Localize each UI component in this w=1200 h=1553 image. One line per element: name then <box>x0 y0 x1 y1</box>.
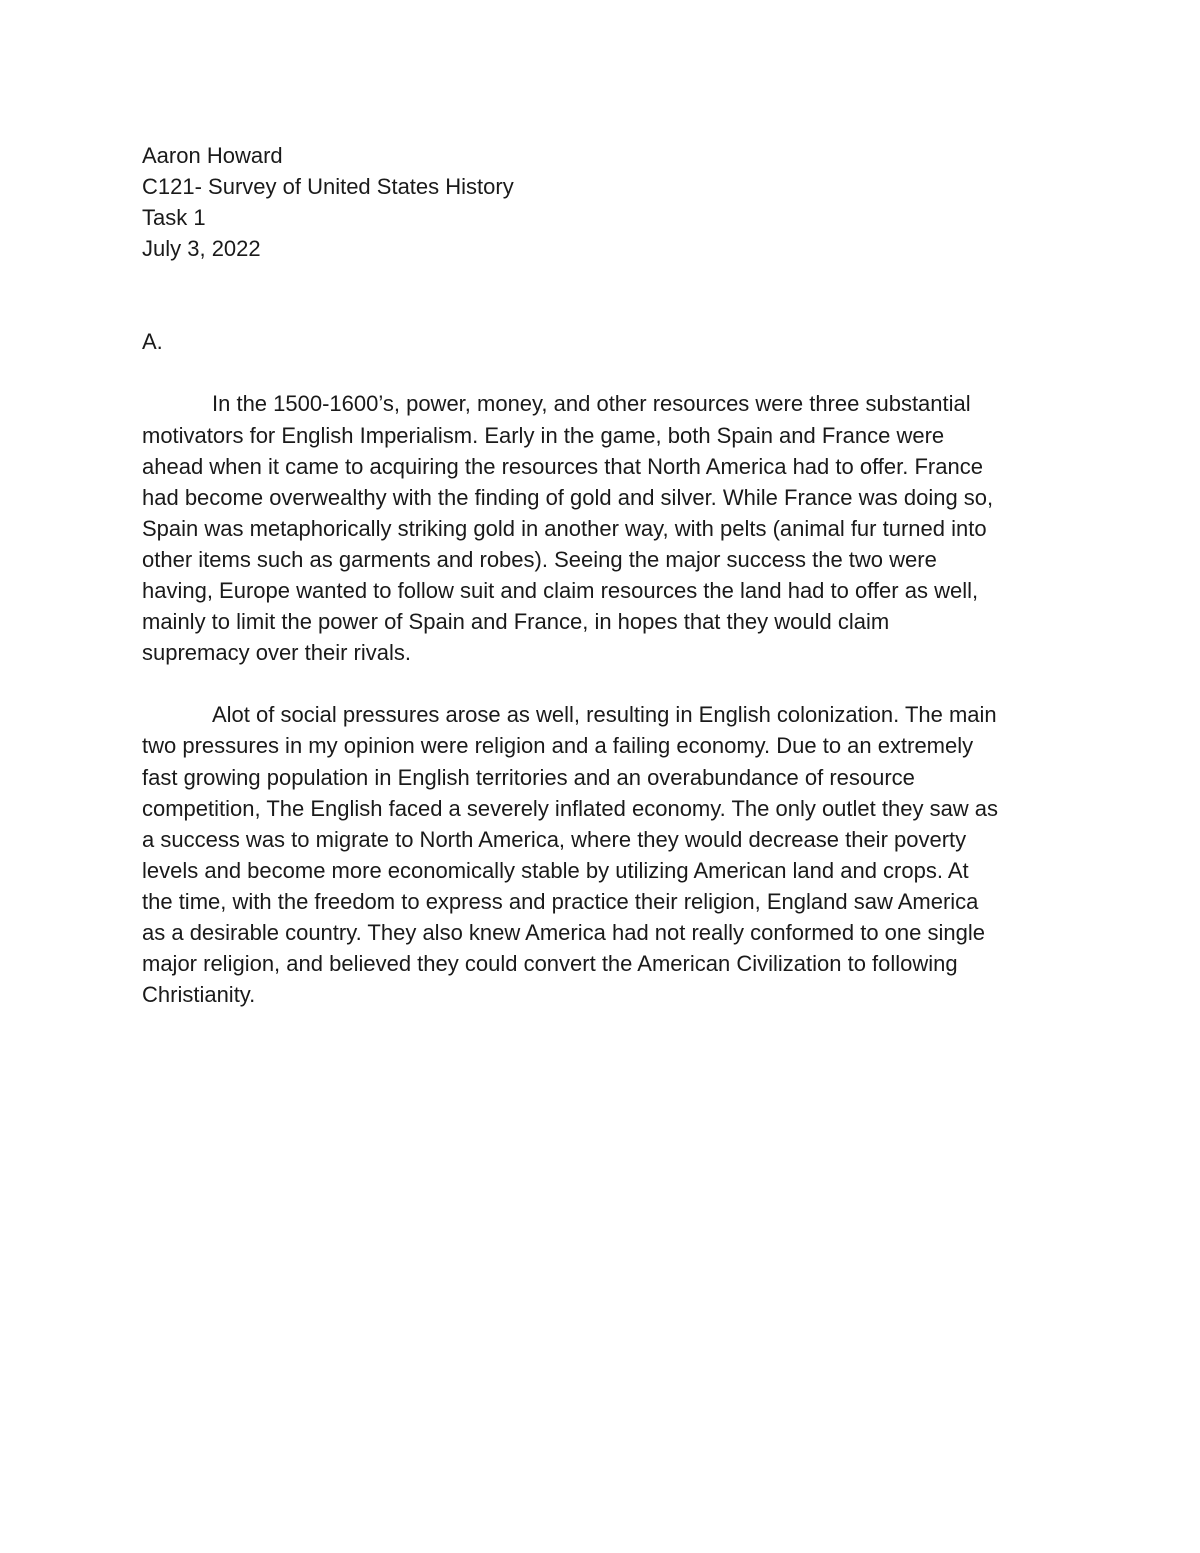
document-body <box>142 140 1067 1010</box>
course-title: C121- Survey of United States History <box>142 174 514 200</box>
paragraph-line: having, Europe wanted to follow suit and claim resources the land had to offer as well, <box>142 578 979 604</box>
paragraph-line: Christianity. <box>142 982 256 1008</box>
paragraph-line: levels and become more economically stable by utilizing American land and crops. At <box>142 857 969 883</box>
paragraph-line: ahead when it came to acquiring the resources that North America had to offer. France <box>142 453 983 479</box>
paragraph-line: major religion, and believed they could convert the American Civilization to following <box>142 951 958 977</box>
paragraph-1 <box>142 388 1067 668</box>
task-label: Task 1 <box>142 205 206 231</box>
document-date: July 3, 2022 <box>142 236 261 262</box>
paragraph-2 <box>142 699 1067 1010</box>
paragraph-line: Spain was metaphorically striking gold in another way, with pelts (animal fur turned into <box>142 515 987 541</box>
paragraph-line: as a desirable country. They also knew America had not really conformed to one single <box>142 919 985 945</box>
paragraph-line: a success was to migrate to North America, where they would decrease their poverty <box>142 826 967 852</box>
section-label: A. <box>142 329 163 355</box>
paragraph-line: supremacy over their rivals. <box>142 640 411 666</box>
paragraph-line: competition, The English faced a severely inflated economy. The only outlet they saw as <box>142 795 999 821</box>
paragraph-line: had become overwealthy with the finding of gold and silver. While France was doing so, <box>142 484 994 510</box>
author-name: Aaron Howard <box>142 143 283 168</box>
paragraph-line: In the 1500-1600’s, power, money, and other resources were three substantial <box>212 391 971 417</box>
paragraph-line: Alot of social pressures arose as well, resulting in English colonization. The main <box>212 702 997 728</box>
paragraph-line: motivators for English Imperialism. Early in the game, both Spain and France were <box>142 422 945 448</box>
paragraph-line: the time, with the freedom to express and practice their religion, England saw America <box>142 888 979 914</box>
paragraph-line: fast growing population in English territories and an overabundance of resource <box>142 764 915 790</box>
paragraph-line: mainly to limit the power of Spain and France, in hopes that they would claim <box>142 609 890 635</box>
paragraph-line: two pressures in my opinion were religion and a failing economy. Due to an extremely <box>142 733 974 759</box>
paragraph-line: other items such as garments and robes). Seeing the major success the two were <box>142 546 937 572</box>
